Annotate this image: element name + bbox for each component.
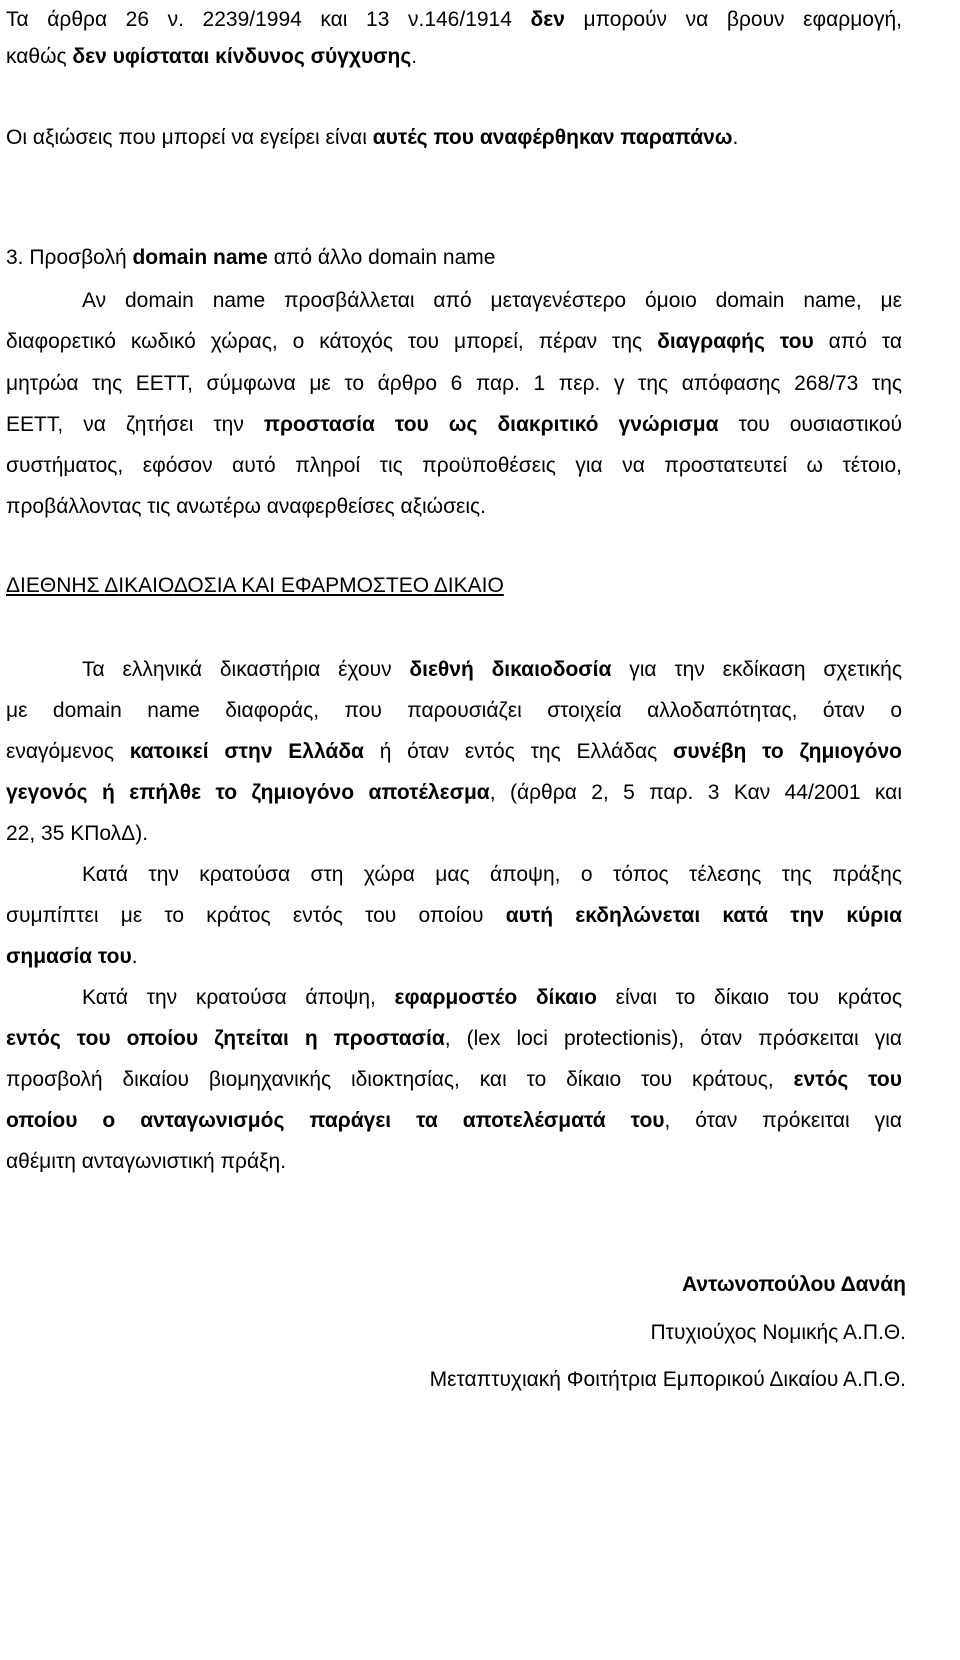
p5-line3: σημασία του. [6, 945, 138, 968]
s3-line2: διαφορετικό κωδικό χώρας, ο κάτοχός του μπορεί, πέραν της διαγραφής του από τα [6, 330, 902, 353]
p6-line4: οποίου ο ανταγωνισμός παράγει τα αποτελέσματά του, όταν πρόκειται για [6, 1109, 902, 1132]
p4-line5: 22, 35 ΚΠολΔ). [6, 822, 149, 845]
p5-line2: συμπίπτει με το κράτος εντός του οποίου αυτή εκδηλώνεται κατά την κύρια [6, 904, 902, 927]
p6-line2: εντός του οποίου ζητείται η προστασία, (lex loci protectionis), όταν πρόσκειται για [6, 1027, 902, 1050]
p5-line1: Κατά την κρατούσα στη χώρα μας άποψη, ο τόπος τέλεσης της πράξης [82, 863, 902, 886]
s3-heading: 3. Προσβολή domain name από άλλο domain name [6, 246, 496, 269]
signature-name: Αντωνοπούλου Δανάη [681, 1273, 906, 1296]
p4-line3: εναγόμενος κατοικεί στην Ελλάδα ή όταν εντός της Ελλάδας συνέβη το ζημιογόνο [6, 740, 902, 763]
p4-line4: γεγονός ή επήλθε το ζημιογόνο αποτέλεσμα, (άρθρα 2, 5 παρ. 3 Καν 44/2001 και [6, 781, 902, 804]
p6-line1: Κατά την κρατούσα άποψη, εφαρμοστέο δίκαιο είναι το δίκαιο του κράτος [82, 986, 902, 1009]
p4-line1: Τα ελληνικά δικαστήρια έχουν διεθνή δικαιοδοσία για την εκδίκαση σχετικής [82, 658, 902, 681]
p2-line: Οι αξιώσεις που μπορεί να εγείρει είναι αυτές που αναφέρθηκαν παραπάνω. [6, 126, 739, 149]
s3-line6: προβάλλοντας τις ανωτέρω αναφερθείσες αξιώσεις. [6, 495, 487, 518]
s3-line3: μητρώα της ΕΕΤΤ, σύμφωνα με το άρθρο 6 παρ. 1 περ. γ της απόφασης 268/73 της [6, 372, 902, 395]
s3-line5: συστήματος, εφόσον αυτό πληροί τις προϋποθέσεις για να προστατευτεί ω τέτοιο, [6, 454, 902, 477]
p6-line3: προσβολή δικαίου βιομηχανικής ιδιοκτησίας, και το δίκαιο του κράτους, εντός του [6, 1068, 902, 1091]
s3-line1: Αν domain name προσβάλλεται από μεταγενέστερο όμοιο domain name, με [82, 289, 902, 312]
s3-line4: ΕΕΤΤ, να ζητήσει την προστασία του ως διακριτικό γνώρισμα του ουσιαστικού [6, 413, 902, 436]
p1-line1: Τα άρθρα 26 ν. 2239/1994 και 13 ν.146/1914 δεν μπορούν να βρουν εφαρμογή, [6, 8, 903, 31]
signature-title1: Πτυχιούχος Νομικής Α.Π.Θ. [650, 1321, 906, 1344]
signature-title2: Μεταπτυχιακή Φοιτήτρια Εμπορικού Δικαίου Α.Π.Θ. [429, 1368, 906, 1391]
p4-line2: με domain name διαφοράς, που παρουσιάζει στοιχεία αλλοδαπότητας, όταν ο [6, 699, 902, 722]
section-title: ΔΙΕΘΝΗΣ ΔΙΚΑΙΟΔΟΣΙΑ ΚΑΙ ΕΦΑΡΜΟΣΤΕΟ ΔΙΚΑΙΟ [6, 574, 504, 597]
p1-line2: καθώς δεν υφίσταται κίνδυνος σύγχυσης. [6, 45, 418, 68]
p6-line5: αθέμιτη ανταγωνιστική πράξη. [6, 1150, 287, 1173]
